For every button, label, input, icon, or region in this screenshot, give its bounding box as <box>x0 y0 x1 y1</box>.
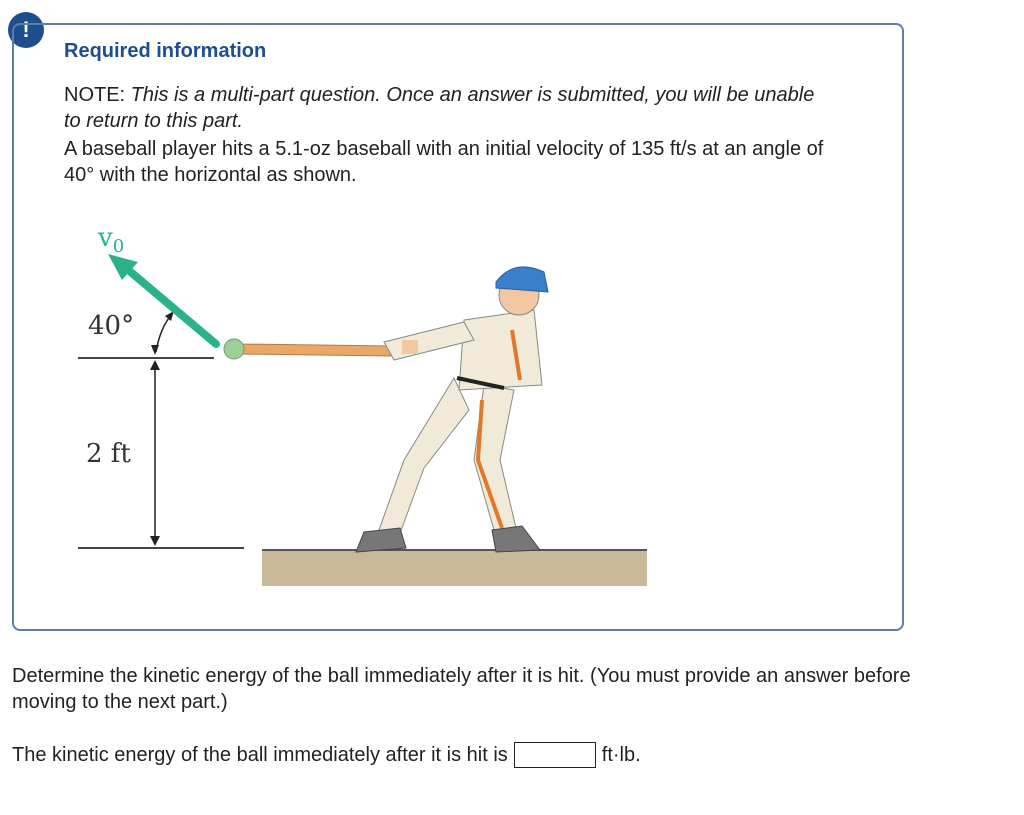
answer-row <box>12 742 641 768</box>
angle-label: 40° <box>88 311 135 341</box>
velocity-arrow-shaft <box>126 268 216 344</box>
note-body: This is a multi-part question. Once an answer is submitted, you will be unable to return to this part. <box>64 84 815 132</box>
bat <box>240 344 394 356</box>
note-prefix: NOTE: <box>64 84 131 106</box>
figure-svg <box>64 210 664 600</box>
note-text <box>64 82 824 134</box>
answer-unit: ft·lb. <box>601 743 641 766</box>
kinetic-energy-input[interactable] <box>514 742 596 768</box>
baseball <box>224 339 244 359</box>
question-text: Determine the kinetic energy of the ball immediately after it is hit. (You must provide an answer before moving to the next part.) <box>12 665 911 713</box>
height-arrow-bottom <box>150 536 160 546</box>
height-label: 2 ft <box>86 439 131 469</box>
batter-figure <box>356 267 548 552</box>
height-arrow-top <box>150 360 160 370</box>
required-info-title: Required information <box>64 40 267 62</box>
answer-prompt: The kinetic energy of the ball immediately after it is hit is <box>12 743 508 766</box>
ground <box>262 550 647 586</box>
velocity-label: $v_0$ <box>98 223 125 257</box>
alert-icon: ! <box>8 12 44 48</box>
problem-statement: A baseball player hits a 5.1-oz baseball with an initial velocity of 135 ft/s at an angle of 40° with the horizontal as shown. <box>64 138 824 186</box>
baseball-figure <box>64 210 664 600</box>
angle-arc-tail <box>151 345 159 355</box>
